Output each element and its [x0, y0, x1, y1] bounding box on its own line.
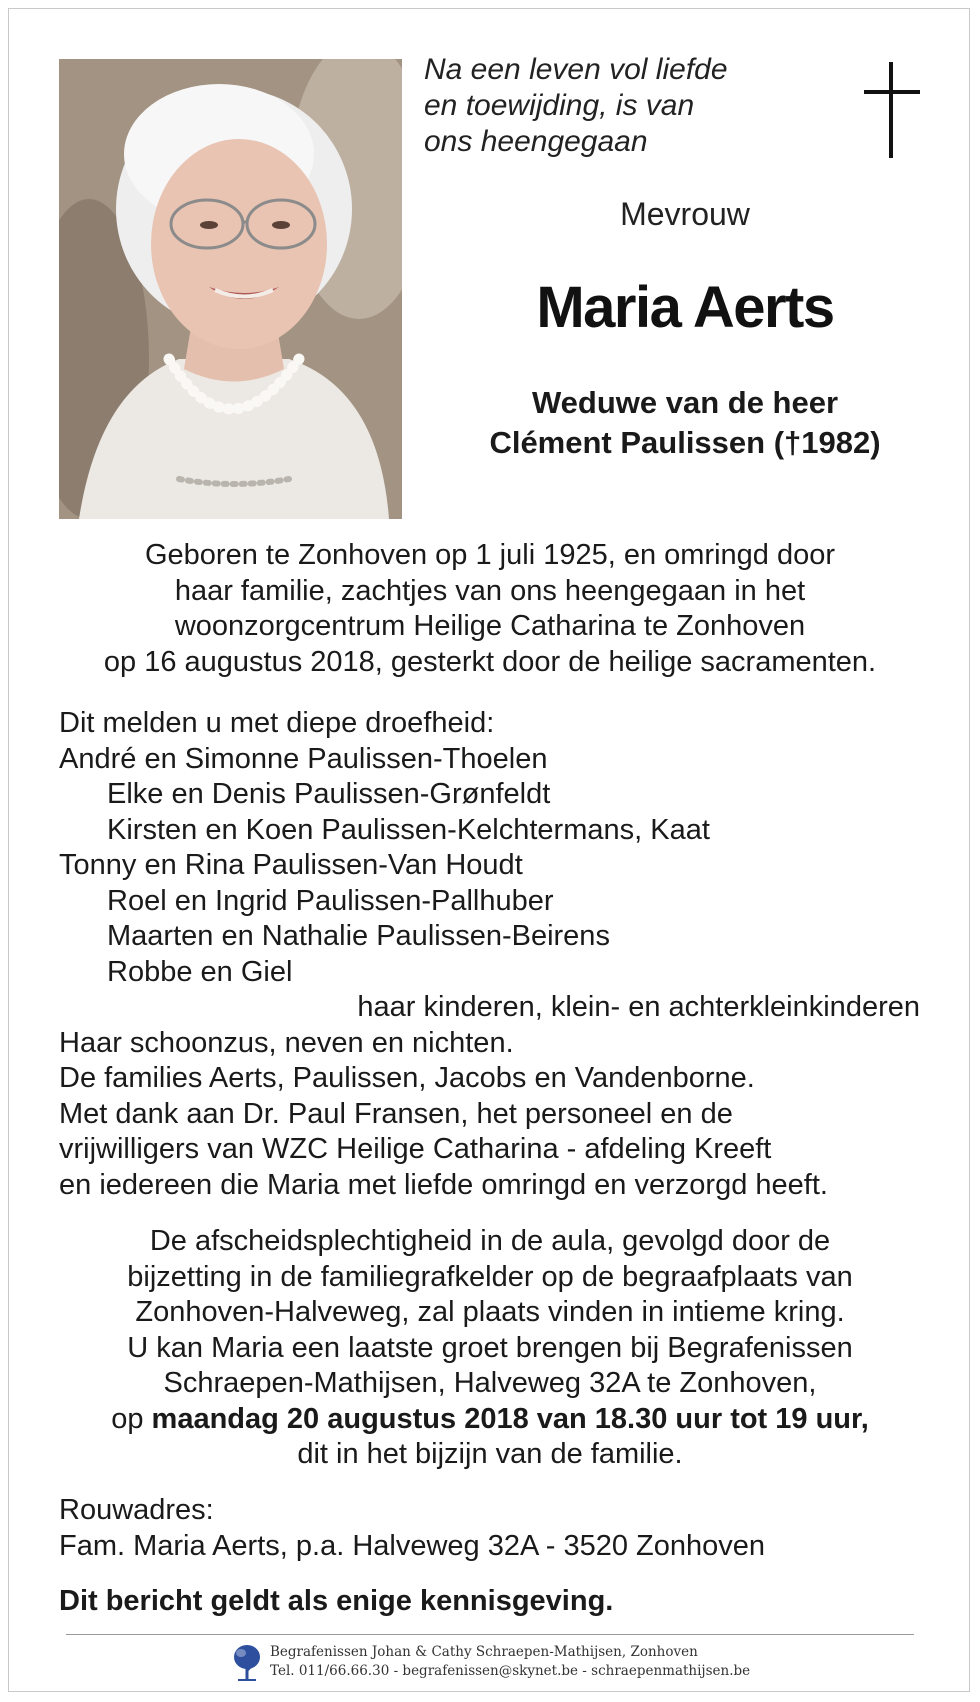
family-member: Tonny en Rina Paulissen-Van Houdt: [59, 849, 523, 881]
paragraph-line: woonzorgcentrum Heilige Catharina te Zonhoven: [174, 610, 806, 642]
footer-line: Tel. 011/66.66.30 - begrafenissen@skynet.be - schraepenmathijsen.be: [270, 1663, 751, 1679]
widow-line: Weduwe van de heer: [531, 385, 839, 420]
address-value: Fam. Maria Aerts, p.a. Halveweg 32A - 3520 Zonhoven: [59, 1529, 766, 1562]
family-intro: Dit melden u met diepe droefheid:: [59, 707, 495, 739]
visit-line: [40, 1402, 940, 1438]
visit-prefix: op: [111, 1402, 144, 1435]
family-member: Roel en Ingrid Paulissen-Pallhuber: [107, 884, 554, 917]
paragraph-line: Schraepen-Mathijsen, Halveweg 32A te Zonhoven,: [163, 1367, 817, 1399]
paragraph-line: De afscheidsplechtigheid in de aula, gevolgd door de: [149, 1225, 831, 1257]
paragraph-line: bijzetting in de familiegrafkelder op de begraafplaats van: [127, 1260, 853, 1293]
paragraph-line: Geboren te Zonhoven op 1 juli 1925, en omringd door: [144, 539, 836, 571]
family-relation: haar kinderen, klein- en achterkleinkinderen: [357, 991, 920, 1023]
intro-line: Na een leven vol liefde: [424, 53, 728, 86]
family-member: André en Simonne Paulissen-Thoelen: [59, 742, 548, 775]
footer-divider: [66, 1634, 914, 1635]
birth-death-paragraph: [40, 538, 940, 680]
family-extra: vrijwilligers van WZC Heilige Catharina - afdeling Kreeft: [59, 1133, 772, 1165]
paragraph-line: Zonhoven-Halveweg, zal plaats vinden in intieme kring.: [135, 1296, 845, 1328]
family-extra: en iedereen die Maria met liefde omringd en verzorgd heeft.: [59, 1168, 828, 1201]
footer-line: Begrafenissen Johan & Cathy Schraepen-Mathijsen, Zonhoven: [270, 1644, 698, 1660]
paragraph-line: haar familie, zachtjes van ons heengegaan in het: [174, 574, 806, 607]
notice-statement: Dit bericht geldt als enige kennisgeving.: [59, 1585, 614, 1617]
paragraph-line: op 16 augustus 2018, gesterkt door de heilige sacramenten.: [103, 645, 877, 678]
intro-line: en toewijding, is van: [424, 89, 695, 122]
intro-line: ons heengegaan: [424, 125, 648, 158]
tree-logo-icon: [232, 1643, 262, 1683]
deceased-name: Maria Aerts: [536, 275, 834, 340]
family-extra: Haar schoonzus, neven en nichten.: [59, 1026, 514, 1059]
salutation: Mevrouw: [620, 196, 750, 232]
family-list: [59, 706, 939, 1203]
funeral-paragraph: [40, 1224, 940, 1473]
paragraph-line: U kan Maria een laatste groet brengen bij Begrafenissen: [127, 1331, 853, 1364]
cross-icon: [864, 62, 920, 158]
family-member: Kirsten en Koen Paulissen-Kelchtermans, Kaat: [107, 813, 710, 846]
mourning-address: [59, 1493, 765, 1564]
intro-text: [424, 52, 728, 160]
family-extra: De families Aerts, Paulissen, Jacobs en Vandenborne.: [59, 1062, 755, 1094]
paragraph-line: dit in het bijzijn van de familie.: [297, 1438, 683, 1470]
family-member: Maarten en Nathalie Paulissen-Beirens: [107, 920, 610, 952]
widow-line: Clément Paulissen (†1982): [489, 425, 881, 460]
widow-of: [424, 383, 946, 463]
visit-datetime: maandag 20 augustus 2018 van 18.30 uur tot 19 uur,: [151, 1402, 869, 1435]
family-member: Robbe en Giel: [107, 955, 293, 988]
address-label: Rouwadres:: [59, 1494, 214, 1526]
family-extra: Met dank aan Dr. Paul Fransen, het personeel en de: [59, 1097, 733, 1130]
family-member: Elke en Denis Paulissen-Grønfeldt: [107, 778, 551, 810]
portrait-photo: [59, 59, 402, 519]
